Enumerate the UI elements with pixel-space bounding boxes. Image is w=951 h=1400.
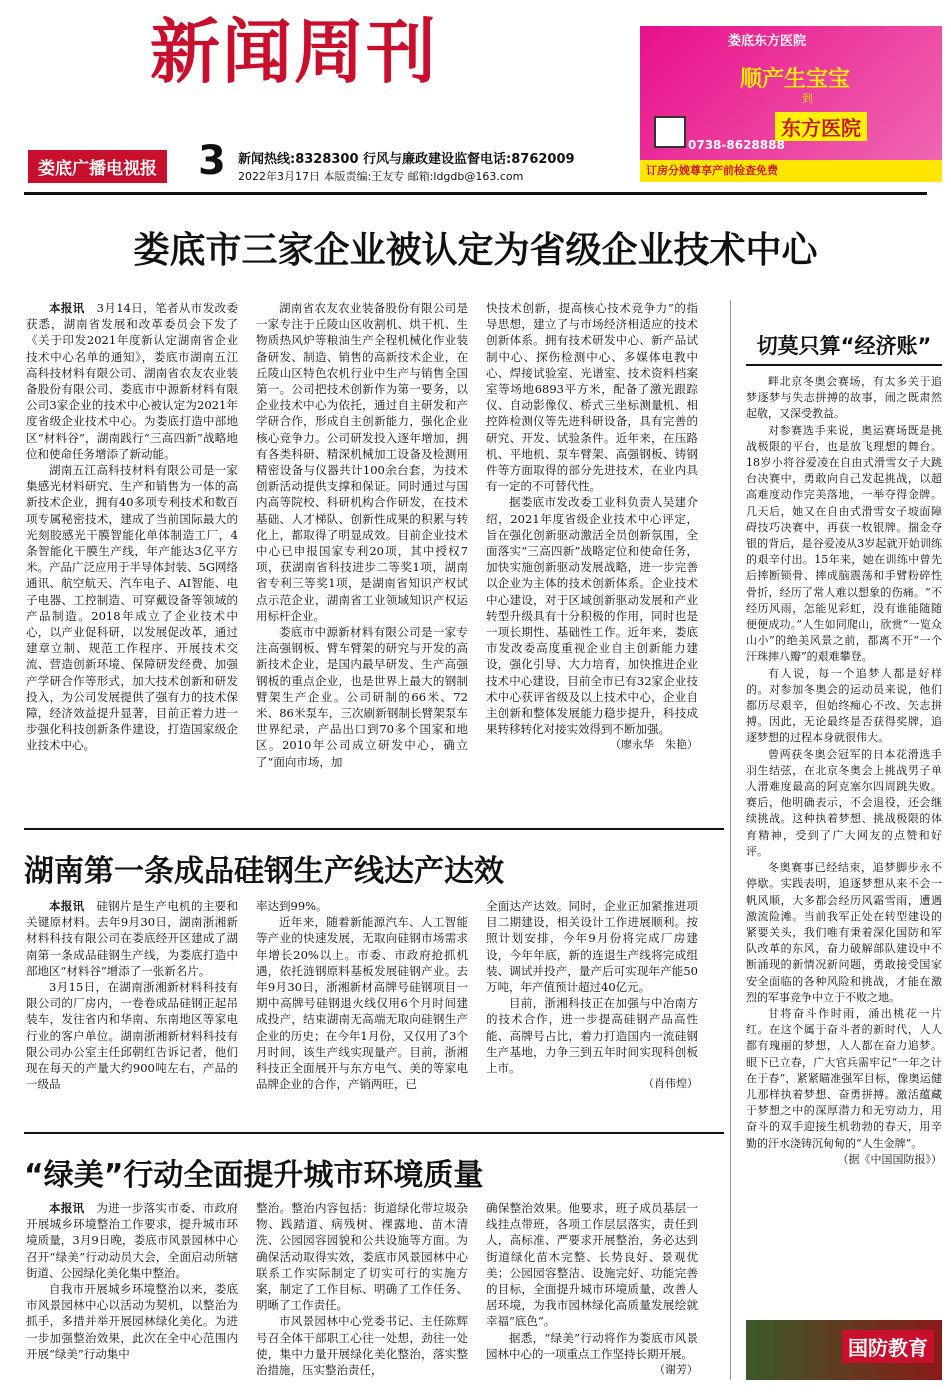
article1-lead: 本报讯 <box>49 301 85 315</box>
newspaper-logo: 新闻周刊 <box>150 11 438 93</box>
masthead <box>0 0 951 190</box>
ad-slogan-to: 到 <box>802 92 813 105</box>
sidebar-body: 畔北京冬奥会赛场，有太多关于追梦逐梦与失志拼搏的故事，闹之既肃然起敬，又深受教益。 对参赛选手来说，奥运赛场既是挑战极限的平台，也是放飞理想的舞台。18岁小将谷爱凌在自由式滑雪女子大跳台决赛中，勇敢向自己发起挑战，以超高难度动作完美落地，一举夺得金牌。几天后，她又在自由式滑雪女子坡面障碍技巧决赛中，再获一枚银牌。揣金夺银的背后，是谷爱凌从3岁起就开始训练的艰辛付出。15年来，她在训练中曾先后摔断锁骨、摔成脑震荡和手臂粉碎性骨折，经历了常人难以想象的伤痛。“不经历风雨，怎能见彩虹，没有谁能随随便便成功。”人生如同爬山，欣赏“一览众山小”的绝美风景之前，都离不开“一个汗珠摔八瓣”的艰难攀登。 有人说，每一个追梦人都是好样的。对参加冬奥会的运动员来说，他们都历尽艰辛，但始终痴心不改、矢志拼搏。因此，无论最终是否获得奖牌，追逐梦想的过程本身就很伟大。 曾两获冬奥会冠军的日本花滑选手羽生结弦，在北京冬奥会上挑战男子单人滑难度最高的阿克塞尔四周跳失败。赛后，他明确表示，不会退役，还会继续挑战。这种执着梦想、挑战极限的体育精神，受到了广大网友的点赞和好评。 冬奥赛事已经结束，追梦脚步永不停歇。实践表明，追逐梦想从来不会一帆风顺，大多都会经历风霜雪雨，遭遇激流险滩。当前我军正处在转型建设的紧要关头，我们唯有秉着深化国防和军队改革的东风，奋力破解部队建设中不断涌现的新情况新问题，勇敢接受国家安全面临的各种风险和挑战，才能在激烈的军事竞争中立于不败之地。 甘将奋斗作时雨，涌出桃花一片红。在这个属于奋斗者的新时代，人人都有瑰丽的梦想，人人都在奋力追梦。眼下已立春，广大官兵需牢记“一年之计在于春”，紧紧瞄准强军目标，像奥运健儿那样执着梦想、奋勇拼搏。激活蕴藏于梦想之中的深厚潜力和无穷动力，用奋斗的双手迎接生机勃勃的春天，用辛勤的汗水浇铸沉甸甸的“人生金牌”。 （据《中国国防报》） <box>746 374 942 1168</box>
article2-col1: 本报讯 硅钢片是生产电机的主要和关键原材料。去年9月30日，湖南浙湘新材料科技有限公司在娄底经开区建成了湖南第一条成品硅钢生产线，为娄底打造中部地区“材料谷”增添了一张新名片。 3月15日，在湖南浙湘新材料科技有限公司的厂房内，一卷卷成品硅钢正起吊装车，发往省内和华南、东南地区等家电行业的客户单位。湖南浙湘新材料科技有限公司办公室主任邱朝红告诉记者，他们现在每天的产量大约900吨左右，产品的一级品 <box>26 899 239 1092</box>
ad-hospital-name: 娄底东方医院 <box>728 34 807 49</box>
dateline: 2022年3月17日 本版责编:王友专 邮箱:ldgdb@163.com <box>238 170 524 183</box>
article1-headline: 娄底市三家企业被认定为省级企业技术中心 <box>133 230 818 271</box>
sidebar-byline: （据《中国国防报》） <box>837 1152 942 1166</box>
article2-byline: （肖伟煌） <box>643 1077 698 1091</box>
badge-label: 国防教育 <box>842 1330 934 1363</box>
column-divider <box>730 300 731 1380</box>
article3-byline: （谢芳） <box>654 1363 698 1377</box>
article2-headline: 湖南第一条成品硅钢生产线达产达效 <box>24 854 504 889</box>
ad-slogan: 顺产生宝宝 <box>740 67 851 92</box>
article1-col2: 湖南省农友农业装备股份有限公司是一家专注于丘陵山区收割机、烘干机、生物质热风炉等粮油生产全程机械化作业装备研发、制造、销售的高新技术企业，在丘陵山区特色农机行业中生产与销售全国第一。公司把技术创新作为第一要务，以企业技术中心为依托，通过自主研发和产学研合作，形成自主创新能力，强化企业核心竞争力。公司研发投入逐年增加，拥有各类科研、精深机械加工设备及检测用精密设备与仪器共计100余台套，为技术创新活动提供支撑和保证。同时通过与国内高等院校、科研机构合作研发，在技术基础、人才梯队、创新性成果的积累与转化上，都取得了明显成效。目前企业技术中心已申报国家专利20项，其中授权7项，获湖南省科技进步二等奖1项，湖南省专利三等奖1项，是湖南省知识产权试点示范企业，湖南省工业领域知识产权运用标杆企业。 娄底市中源新材料有限公司是一家专注高强钢板、臂车臂架的研究与开发的高新技术企业，是国内最早研发、生产高强钢板的重点企业，也是世界上最大的钢制臂架生产企业。公司研制的66米、72米、86米泵车，三次刷新钢制长臂架泵车世界纪录，产品出口到70多个国家和地区。2010年公司成立研发中心，确立了“面向市场，加 <box>256 301 468 769</box>
article2-col2: 率达到99%。 近年来，随着新能源汽车、人工智能等产业的快速发展，无取向硅钢市场需求年增长20%以上。市委、市政府抢抓机遇，依托涟钢原料基板发展硅钢产业。去年9月30日，浙湘新材高牌号硅钢项目一期中高牌号硅钢退火线仅用6个月时间建成投产，结束湖南无高端无取向硅钢生产企业的历史；在今年1月份，又仅用了3个月时间，该生产线实现量产。目前，浙湘科技正全面展开与东方电气、美的等家电品牌企业的合作，产销两旺，已 <box>256 899 468 1092</box>
national-defense-badge <box>746 1320 942 1380</box>
article2-rule <box>24 1132 724 1134</box>
page-number: 3 <box>198 138 226 184</box>
article3-col1: 本报讯 为进一步落实市委、市政府开展城乡环境整治工作要求，提升城市环境质量，3月9日晚，娄底市风景园林中心召开“绿美”行动动员大会，全面启动所辖街道、公园绿化美化集中整治。 自我市开展城乡环境整治以来，娄底市风景园林中心以活动为契机，以整治为抓手，多措并举开展园林绿化美化。为进一步加强整治效果，此次在全中心范围内开展“绿美”行动集中 <box>26 1201 239 1361</box>
ad-promo: 订房分娩尊享产前检查免费 <box>640 160 942 182</box>
ad-phone: 0738-8628888 <box>688 138 785 152</box>
sidebar-title: 切莫只算“经济账” <box>746 330 942 366</box>
hotline: 新闻热线:8328300 行风与廉政建设监督电话:8762009 <box>238 152 575 167</box>
article3-col3: 确保整治效果。他要求，班子成员基层一线挂点带班，各项工作层层落实，责任到人，高标准、严要求开展整治，务必达到街道绿化苗木完整、长势良好、景观优美；公园园容整洁、设施完好、功能完善的目标，全面提升城市环境质量，改善人居环境，为我市园林绿化高质量发展绘就幸福“底色”。 据悉，“绿美”行动将作为娄底市风景园林中心的一项重点工作坚持长期开展。 （谢芳） <box>486 1200 698 1378</box>
ad-slogan-hospital: 东方医院 <box>775 112 867 141</box>
article1-col1: 本报讯 3月14日，笔者从市发改委获悉，湖南省发展和改革委员会下发了《关于印发2021年度新认定湖南省企业技术中心名单的通知》，娄底市湖南五江高科技材料有限公司、湖南省农友农业装备股份有限公司、娄底市中源新材料有限公司3家企业的技术中心被认定为2021年度省级企业技术中心。为娄底打造中部地区“材料谷”，湖南践行“三高四新”战略地位和使命任务增添了新动能。 湖南五江高科技材料有限公司是一家集感光材料研究、生产和销售为一体的高新技术企业，拥有40多项专利技术和数百项专属秘密技术，建成了当前国际最大的光刻胶感光干膜智能化单体制造工厂，4条智能化干膜生产线，年产能达3亿平方米。产品广泛应用于半导体封装、5G网络通讯、航空航天、汽车电子、AI智能、电子电器、工控制造、可穿戴设备等领域的产品制造。2018年成立了企业技术中心，以产业促科研，以发展促改革，通过建章立制、规范工作程序、开展技术交流、营造创新环境、保障研发经费、加强产学研合作等形式，加大技术创新和研发投入，为公司发展提供了强有力的技术保障，经济效益提升显著，目前正着力进一步强化科技创新条件建设，打造国家级企业技术中心。 <box>26 301 239 753</box>
article3-headline: “绿美”行动全面提升城市环境质量 <box>24 1158 484 1193</box>
article1-col3: 快技术创新，提高核心技术竞争力”的指导思想，建立了与市场经济相适应的技术创新体系。拥有技术研发中心、新产品试制中心、探伤检测中心、多媒体电教中心、焊接试验室、光谱室、技术资料档案室等场地6893平方米，配备了激光跟踪仪、自动影像仪、桥式三坐标测量机、相控阵检测仪等先进科研设备，具有完善的研究、开发、试验条件。近年来，在压路机、平地机、泵车臂架、高强钢板、铸钢件等方面取得的部分先进技术，在业内具有一定的不可替代性。 据娄底市发改委工业科负责人吴建介绍，2021年度省级企业技术中心评定，旨在强化创新驱动激活全员创新氛围，全面落实“三高四新”战略定位和使命任务，加快实施创新驱动发展战略，进一步完善以企业为主体的技术创新体系。企业技术中心建设，对于区域创新驱动发展和产业转型升级具有十分积极的作用，同时也是一项长期性、基础性工作。近年来，娄底市发改委高度重视企业自主创新能力建设，强化引导、大力培育，加快推进企业技术中心建设，目前全市已有32家企业技术中心获评省级及以上技术中心，企业自主创新和整体发展能力稳步提升，科技成果转移转化对接实效得到不断加强。 （廖永华 朱艳） <box>486 300 698 754</box>
sidebar-commentary <box>746 330 942 1168</box>
station-badge: 娄底广播电视报 <box>28 150 167 183</box>
qr-code-icon <box>654 116 686 148</box>
article3-col2: 整治。整治内容包括：街道绿化带垃圾杂物、践踏道、病残树、裸露地、苗木清洗、公园园容园貌和公共设施等方面。为确保活动取得实效，娄底市风景园林中心联系工作实际制定了切实可行的实施方案，制定了工作目标、明确了工作任务、明晰了工作责任。 市风景园林中心党委书记、主任陈辉号召全体干部职工心往一处想，劲往一处使，集中力量开展绿化美化整治，落实整治措施，压实整治责任， <box>256 1201 468 1378</box>
article1-rule <box>24 828 724 830</box>
article2-col3: 全面达产达效。同时，企业正加紧推进项目二期建设，相关设计工作进展顺利。按照计划安排，今年9月份将完成厂房建设，今年年底，新的连退生产线将完成组装、调试并投产，量产后可实现年产能50万吨，年产值预计超过40亿元。 目前，浙湘科技正在加强与中冶南方的技术合作，进一步提高硅钢产品高性能、高牌号占比，着力打造国内一流硅钢生产基地，力争三到五年时间实现科创板上市。 （肖伟煌） <box>486 898 698 1092</box>
hospital-ad[interactable] <box>640 26 942 182</box>
masthead-rule <box>24 192 927 195</box>
article1-byline: （廖永华 朱艳） <box>610 738 698 752</box>
